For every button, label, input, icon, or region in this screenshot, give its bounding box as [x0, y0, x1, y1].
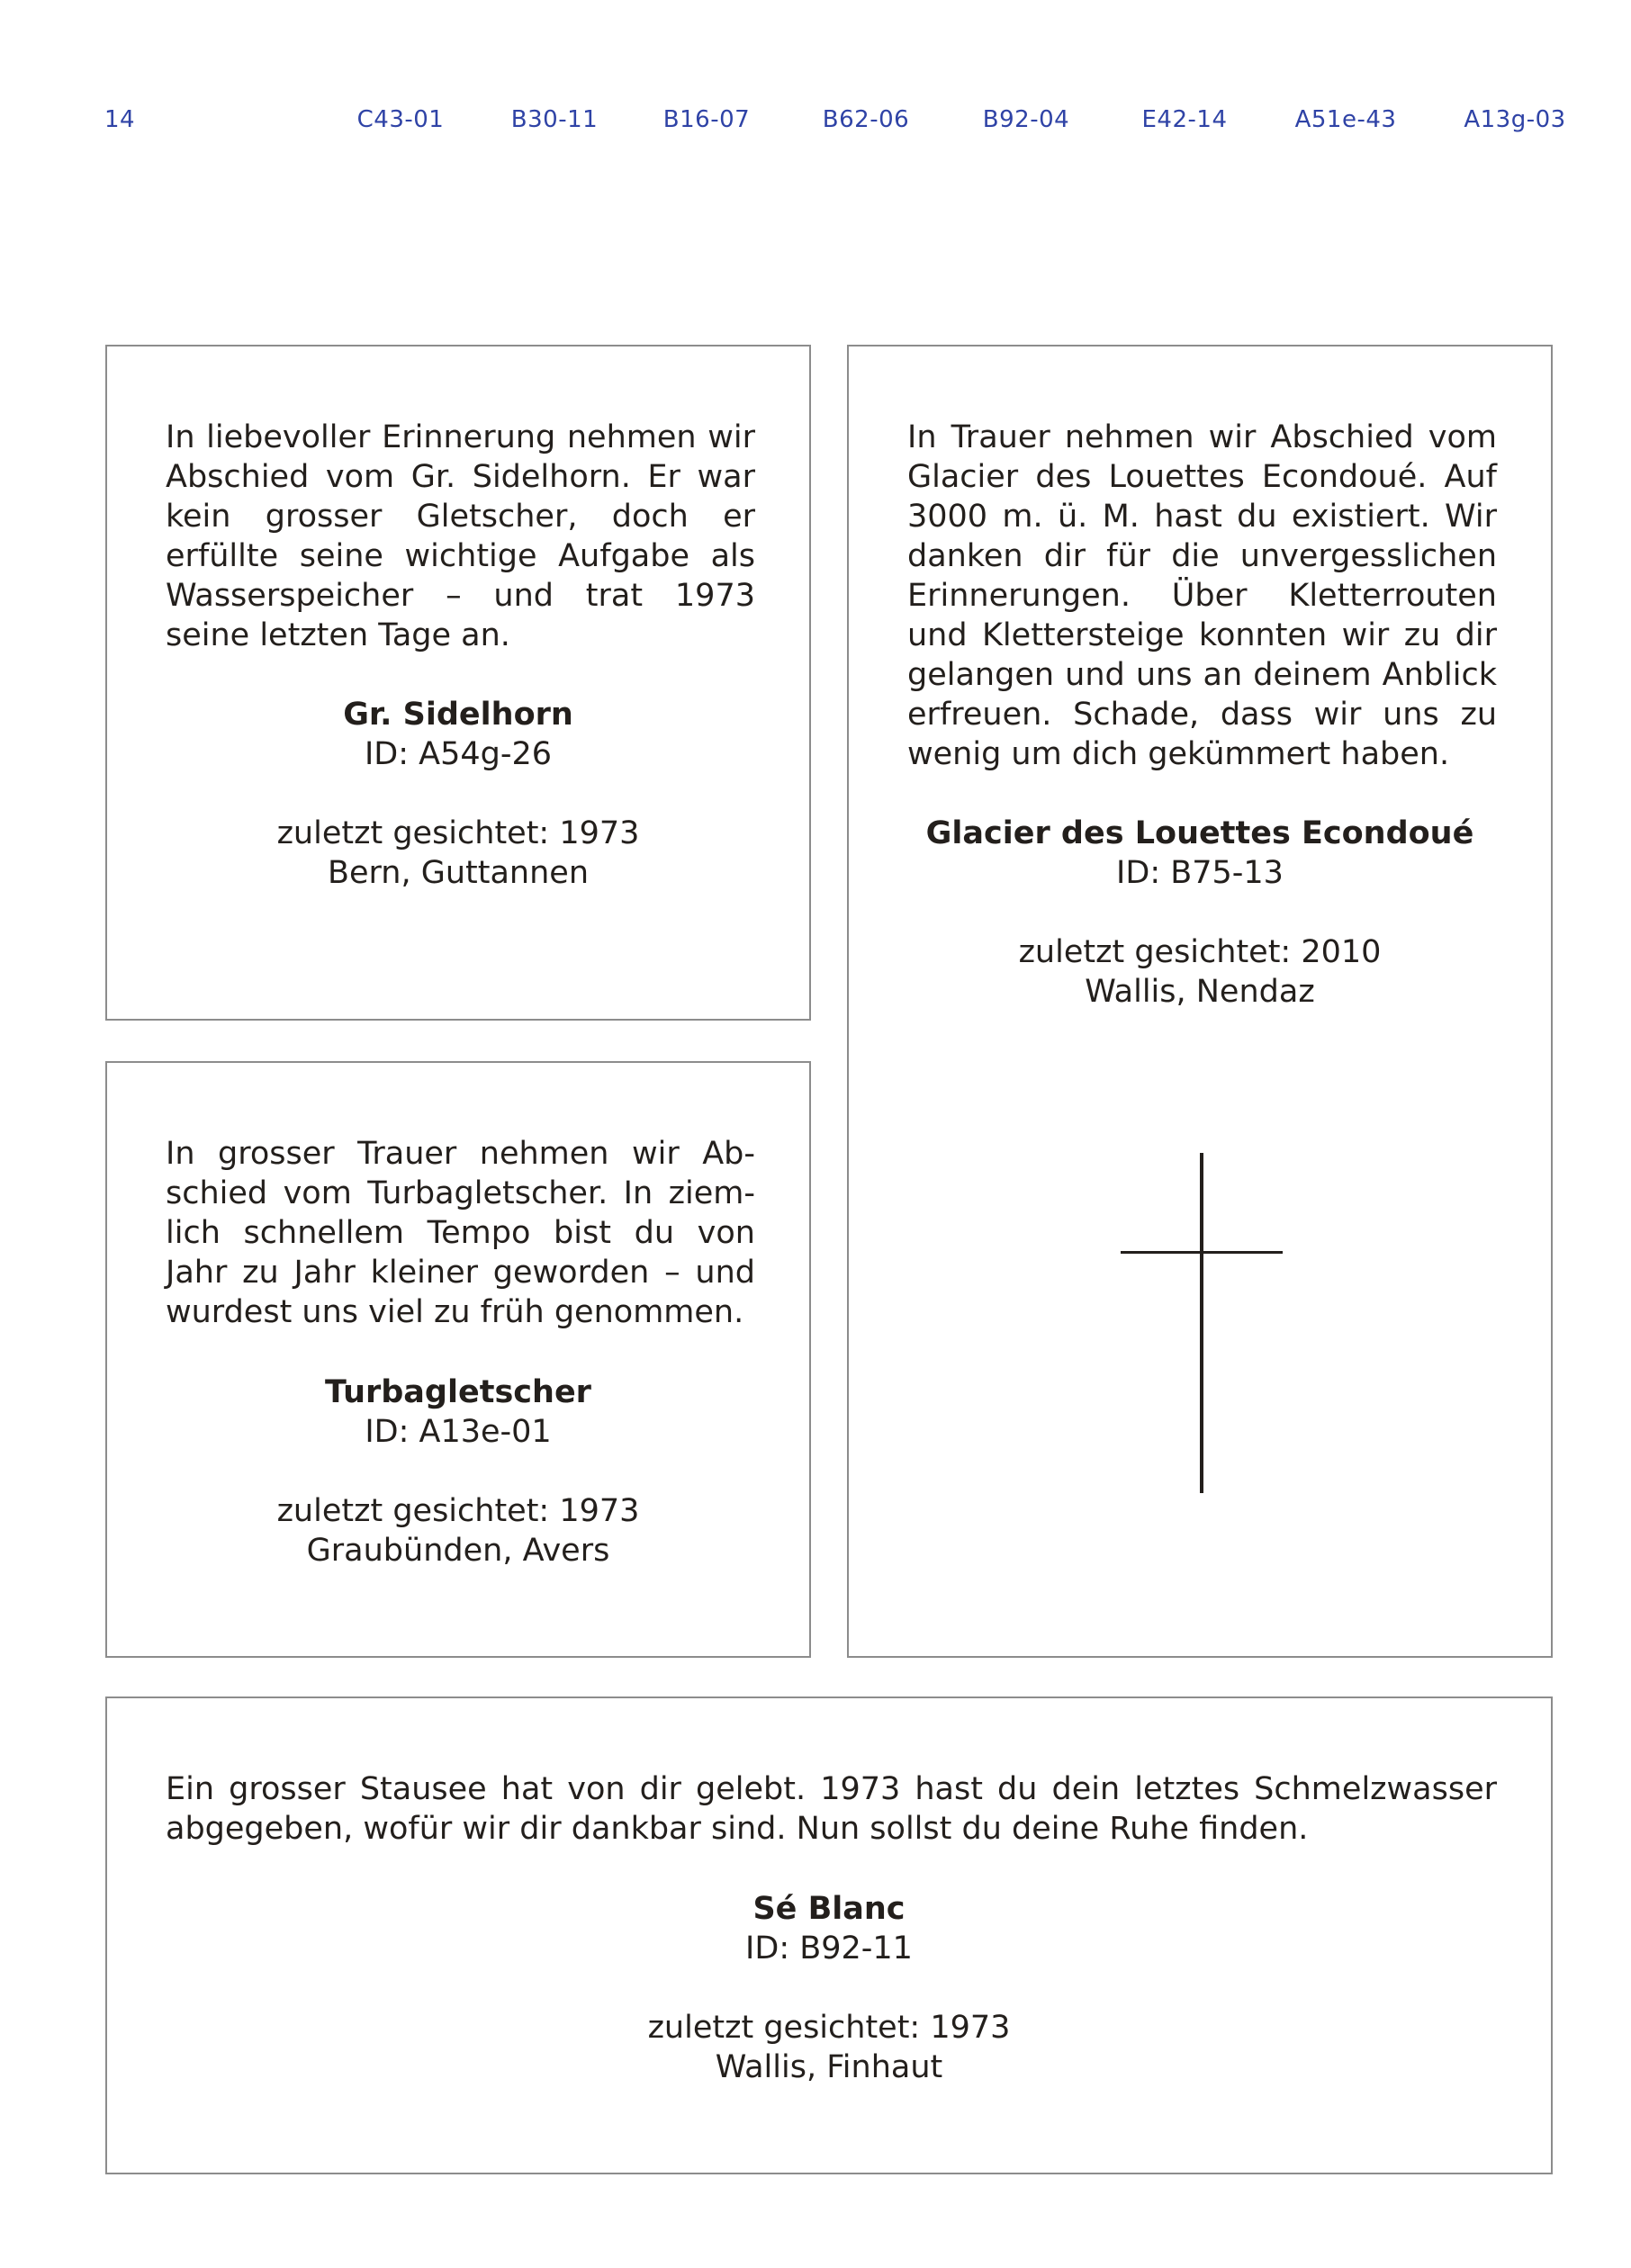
obituary-text: In Trauer nehmen wir Abschied vom Glacier des Louettes Econdoué. Auf 3000 m. ü. M. hast du existiert. Wir danken dir für die unvergesslichen Erinnerungen. Über Kletterrouten und Klettersteige konnten wir zu dir gelangen und uns an deinem Anblick erfreuen. Schade, dass wir uns zu wenig um dich gekümmert haben.	[907, 419, 1497, 772]
obituary-info	[849, 814, 1551, 1012]
header-code-2: B30-11	[510, 106, 599, 133]
location: Bern, Guttannen	[327, 855, 590, 891]
location: Graubünden, Avers	[306, 1533, 610, 1569]
header-code-4: B62-06	[822, 106, 910, 133]
obituary-text: Ein grosser Stausee hat von dir gelebt. 1973 hast du dein letztes Schmelzwasser abgegeben, wofür wir dir dankbar sind. Nun sollst du deine Ruhe finden.	[166, 1771, 1497, 1847]
glacier-name: Turbagletscher	[325, 1374, 591, 1410]
obituary-text: In liebevoller Erinnerung nehmen wir Abschied vom Gr. Sidelhorn. Er war kein grosser Gletscher, doch er erfüllte seine wichtige Aufgabe als Wasserspeicher – und trat 1973 seine letzten Tage an.	[166, 419, 755, 653]
last-seen: zuletzt gesichtet: 1973	[647, 2010, 1011, 2046]
obituary-info	[107, 1889, 1551, 2087]
obituary-card-sidelhorn	[105, 345, 811, 1021]
obituary-card-louettes-econdoue	[847, 345, 1553, 1658]
glacier-id: ID: A54g-26	[364, 736, 553, 772]
location: Wallis, Nendaz	[1085, 974, 1315, 1010]
obituary-card-se-blanc	[105, 1696, 1553, 2174]
header-code-5: B92-04	[982, 106, 1070, 133]
header-code-1: C43-01	[356, 106, 445, 133]
page-number: 14	[104, 106, 136, 133]
last-seen: zuletzt gesichtet: 1973	[276, 815, 640, 851]
header-code-3: B16-07	[662, 106, 751, 133]
glacier-name: Gr. Sidelhorn	[343, 697, 573, 733]
obituary-text: In grosser Trauer nehmen wir Abschied vom Turbagletscher. In ziemlich schnellem Tempo bist du von Jahr zu Jahr kleiner geworden – und wurdest uns viel zu früh genommen.	[166, 1136, 755, 1330]
glacier-id: ID: B92-11	[745, 1930, 913, 1966]
obituary-card-turbagletscher	[105, 1061, 811, 1658]
last-seen: zuletzt gesichtet: 2010	[1018, 934, 1382, 970]
last-seen: zuletzt gesichtet: 1973	[276, 1493, 640, 1529]
header-code-8: A13g-03	[1464, 106, 1566, 133]
header-code-7: A51e-43	[1294, 106, 1397, 133]
glacier-id: ID: A13e-01	[365, 1414, 552, 1450]
glacier-name: Glacier des Louettes Econdoué	[925, 815, 1474, 851]
header-code-6: E42-14	[1141, 106, 1228, 133]
obituary-info	[107, 695, 809, 893]
glacier-name: Sé Blanc	[752, 1891, 906, 1927]
obituary-info	[107, 1372, 809, 1570]
location: Wallis, Finhaut	[715, 2049, 943, 2085]
cross-icon	[1200, 1153, 1203, 1493]
glacier-id: ID: B75-13	[1116, 855, 1284, 891]
cross-icon-bar	[1121, 1251, 1283, 1254]
